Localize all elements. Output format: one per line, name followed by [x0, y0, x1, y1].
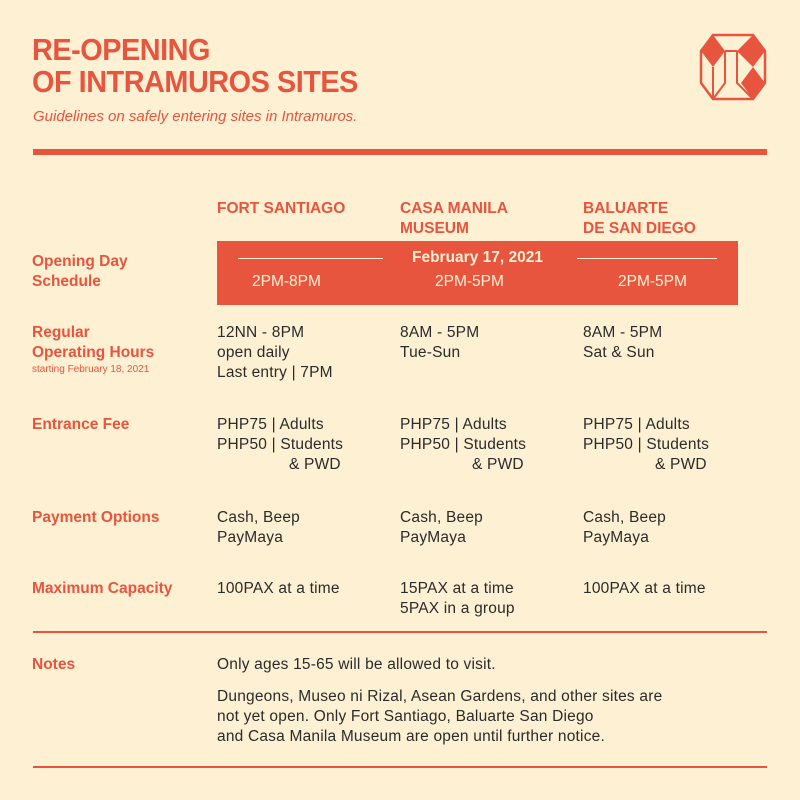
payment-cell — [217, 508, 300, 548]
fee-cell — [217, 415, 343, 475]
column-header-casa-manila — [400, 199, 508, 239]
cell-line: PHP50 | Students — [400, 436, 527, 453]
opening-time: 2PM-8PM — [252, 273, 321, 290]
cell-line: Cash, Beep — [400, 509, 483, 526]
max-capacity-label: Maximum Capacity — [32, 580, 173, 597]
cell-line: 8AM - 5PM — [583, 324, 663, 341]
notes-paragraph-1: Only ages 15-65 will be allowed to visit. — [217, 656, 496, 673]
cell-line: & PWD — [289, 456, 341, 473]
cell-line: & PWD — [655, 456, 707, 473]
notes-paragraph-2 — [217, 687, 662, 747]
capacity-cell — [217, 579, 340, 599]
header-divider — [33, 149, 767, 155]
subtitle: Guidelines on safely entering sites in Intramuros. — [33, 108, 358, 125]
hours-cell — [400, 323, 479, 363]
label-line: Operating Hours — [32, 344, 155, 361]
entrance-fee-label: Entrance Fee — [32, 416, 130, 433]
cell-line: Sat & Sun — [583, 344, 655, 361]
opening-day-label — [32, 252, 128, 292]
payment-cell — [400, 508, 483, 548]
hours-note: starting February 18, 2021 — [32, 364, 150, 375]
notes-divider — [33, 631, 767, 633]
cell-line: 100PAX at a time — [217, 580, 340, 597]
label-line: Opening Day — [32, 253, 128, 270]
cell-line: Tue-Sun — [400, 344, 461, 361]
payment-cell — [583, 508, 666, 548]
cell-line: and Casa Manila Museum are open until further notice. — [217, 728, 605, 745]
cell-line: 100PAX at a time — [583, 580, 706, 597]
opening-day-banner — [217, 241, 738, 305]
cell-line: 15PAX at a time — [400, 580, 514, 597]
title-line-2: OF INTRAMUROS SITES — [32, 64, 358, 99]
cell-line: 12NN - 8PM — [217, 324, 305, 341]
cell-line: Dungeons, Museo ni Rizal, Asean Gardens, and other sites are — [217, 688, 663, 705]
fee-cell — [400, 415, 526, 475]
col-label: BALUARTE — [583, 200, 669, 217]
cell-line: open daily — [217, 344, 290, 361]
cell-line: Cash, Beep — [583, 509, 666, 526]
page-title — [32, 34, 358, 98]
payment-options-label: Payment Options — [32, 509, 160, 526]
column-header-baluarte — [583, 199, 696, 239]
label-line: Schedule — [32, 273, 101, 290]
cell-line: PHP75 | Adults — [583, 416, 690, 433]
cell-line: Cash, Beep — [217, 509, 300, 526]
cell-line: not yet open. Only Fort Santiago, Baluarte San Diego — [217, 708, 594, 725]
opening-time: 2PM-5PM — [435, 273, 504, 290]
cell-line: 5PAX in a group — [400, 600, 515, 617]
title-line-1: RE-OPENING — [32, 32, 210, 67]
capacity-cell — [400, 579, 515, 619]
fee-cell — [583, 415, 709, 475]
column-header-fort-santiago — [217, 199, 345, 219]
label-line: Regular — [32, 324, 90, 341]
intramuros-logo-icon — [699, 33, 767, 101]
cell-line: PHP75 | Adults — [217, 416, 324, 433]
cell-line: 8AM - 5PM — [400, 324, 480, 341]
hours-cell — [217, 323, 333, 383]
opening-time: 2PM-5PM — [618, 273, 687, 290]
notes-label: Notes — [32, 656, 76, 673]
footer-divider — [33, 766, 767, 768]
col-label: FORT SANTIAGO — [217, 200, 346, 217]
cell-line: PHP50 | Students — [217, 436, 344, 453]
cell-line: PHP50 | Students — [583, 436, 710, 453]
cell-line: PayMaya — [583, 529, 650, 546]
hours-cell — [583, 323, 662, 363]
col-label: MUSEUM — [400, 220, 469, 237]
operating-hours-label — [32, 323, 154, 377]
cell-line: PayMaya — [400, 529, 467, 546]
col-label: DE SAN DIEGO — [583, 220, 696, 237]
cell-line: PHP75 | Adults — [400, 416, 507, 433]
capacity-cell — [583, 579, 706, 599]
cell-line: & PWD — [472, 456, 524, 473]
cell-line: PayMaya — [217, 529, 284, 546]
cell-line: Last entry | 7PM — [217, 364, 333, 381]
col-label: CASA MANILA — [400, 200, 508, 217]
opening-date: February 17, 2021 — [412, 249, 543, 266]
